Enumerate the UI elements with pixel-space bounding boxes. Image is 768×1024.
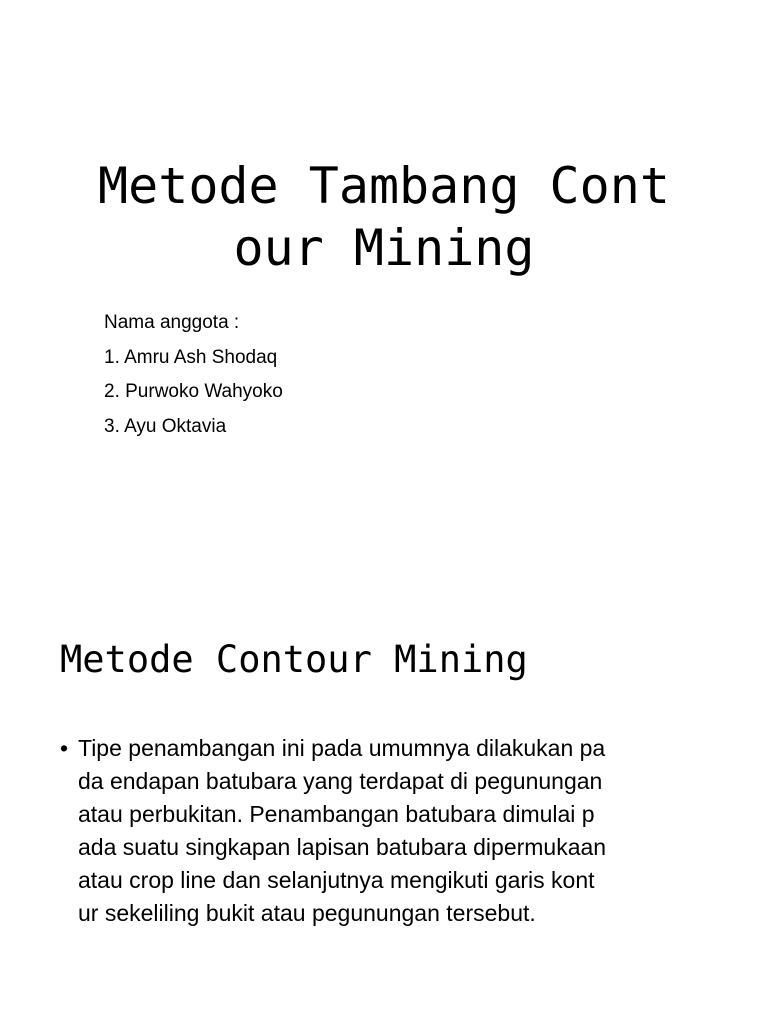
bullet-list bbox=[60, 732, 730, 930]
title-line: our Mining bbox=[233, 219, 535, 277]
member-item: 3. Ayu Oktavia bbox=[104, 415, 227, 437]
slide-content bbox=[0, 576, 768, 1024]
bullet-item bbox=[60, 732, 730, 930]
bullet-text-line: ada suatu singkapan lapisan batubara dipermukaan bbox=[78, 834, 607, 860]
member-list bbox=[104, 306, 283, 444]
member-list-heading: Nama anggota : bbox=[104, 312, 240, 333]
section-title: Metode Contour Mining bbox=[60, 638, 528, 681]
member-item: 2. Purwoko Wahyoko bbox=[104, 381, 283, 402]
bullet-text-line: ur sekeliling bukit atau pegunungan tersebut. bbox=[78, 900, 536, 926]
bullet-text-line: da endapan batubara yang terdapat di pegunungan bbox=[78, 768, 603, 794]
bullet-text-line: atau crop line dan selanjutnya mengikuti garis kont bbox=[78, 867, 595, 893]
presentation-title bbox=[0, 155, 768, 279]
bullet-text-line: Tipe penambangan ini pada umumnya dilakukan pa bbox=[78, 735, 606, 761]
bullet-text-line: atau perbukitan. Penambangan batubara dimulai p bbox=[78, 801, 595, 827]
member-item: 1. Amru Ash Shodaq bbox=[104, 346, 278, 368]
bullet-icon: • bbox=[60, 735, 69, 761]
title-line: Metode Tambang Cont bbox=[98, 157, 670, 215]
